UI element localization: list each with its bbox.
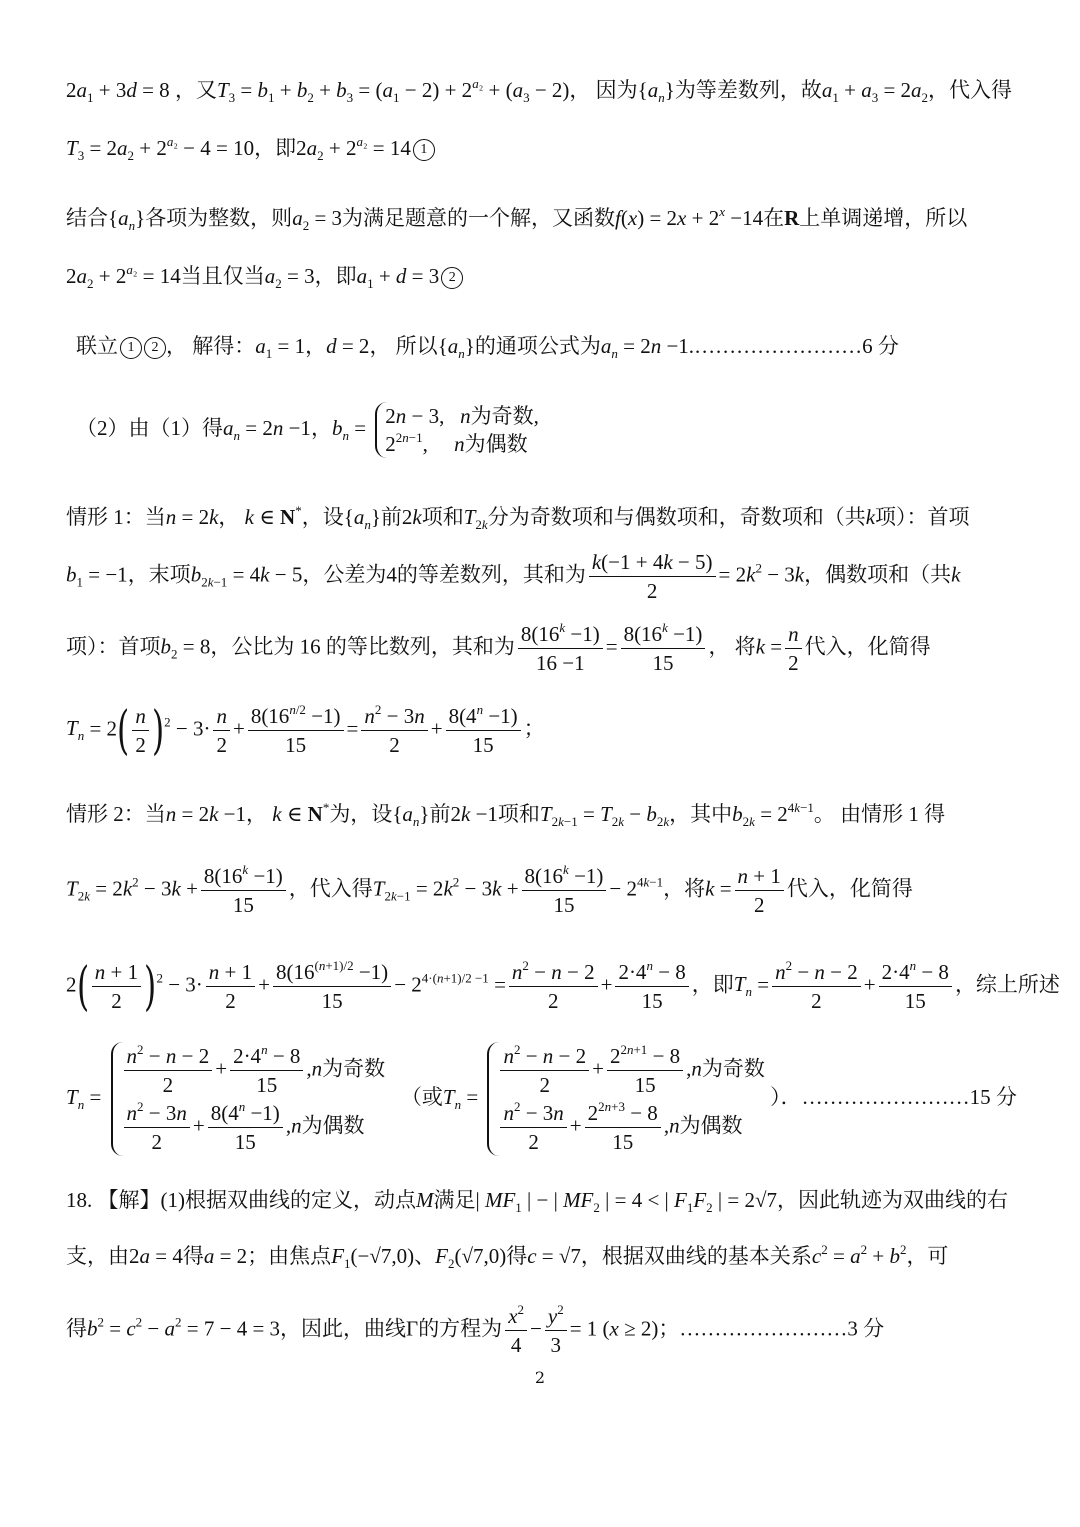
solution-line-12: $T_{2k} = 2k^2 - 3k$ + $\frac{8(16^k -1)}{15}$ ，代入得$T_{2k-1} = 2k^2 - 3k$ + $\frac{8(16^k -1)}{15}$ − $2^{4k-1}$，将k = $\frac{n + 1}{2}$ 代入，化简得 [66, 862, 913, 917]
score-6: ……………………6 分 [694, 334, 899, 358]
circled-ref-1: 1 [120, 337, 142, 359]
piecewise-tn-alt: $\frac{n^2 - n - 2}{2}$ + $\frac{2^{2n+1} - 8}{15}$ ,n为奇数 $\frac{n^2 - 3n}{2}$ + $\frac{2^{2n+3} - 8}{15}$ ,n为偶数 [487, 1042, 764, 1156]
solution-line-16: 支，由2a = 4得a = 2；由焦点$F_1(-√7,0)$、$F_2(√7,0)$得c = √7，根据双曲线的基本关系$c^2 = a^2 + b^2$，可 [66, 1242, 949, 1271]
solution-line-10: $T_n = 2$( $\frac{n}{2}$ )$^2$ − 3· $\frac{n}{2}$ + $\frac{8(16^{n/2} -1)}{15}$ = $\frac{n^2 - 3n}{2}$ + $\frac{8(4^n -1)}{15}$ ； [66, 700, 545, 761]
circled-number-2: 2 [441, 267, 463, 289]
circled-number-1: 1 [413, 139, 435, 161]
solution-line-15: 18. 【解】(1)根据双曲线的定义，动点M满足| $MF_1$ | − | $MF_2$ | = 4 < | $F_1F_2$ | = 2√7，因此轨迹为双曲线的右 [66, 1188, 1008, 1215]
solution-line-9: 项）：首项$b_2 = 8$，公比为 16 的等比数列，其和为 $\frac{8(16^k -1)}{16 -1}$ = $\frac{8(16^k -1)}{15}$ ， 将k = $\frac{n}{2}$ 代入，化简得 [66, 620, 931, 675]
solution-line-7: 情形 1：当n = 2k， k ∈ N*，设$\{a_n\}$前2k项和$T_{2k}$分为奇数项和与偶数项和，奇数项和（共k项）：首项 [66, 503, 970, 532]
solution-line-3: 结合$\{a_n\}$各项为整数，则$a_2 = 3$为满足题意的一个解，又函数$f(x) = 2x + 2^x -14$在R上单调递增，所以 [66, 204, 968, 233]
piecewise-bn: 2n − 3, n为奇数, $2^{2n-1}$, n为偶数 [375, 402, 539, 458]
fraction: $\frac{k(-1 + 4k - 5)}{2}$ [589, 548, 716, 605]
solution-line-5: 联立 1 2 ， 解得：$a_1 = 1$，d = 2， 所以$\{a_n\}$的通项公式为$a_n = 2n$ −1.……………………6 分 [76, 334, 899, 361]
solution-line-14: $T_n$ = $\frac{n^2 - n - 2}{2}$ + $\frac{2\cdot 4^n - 8}{15}$ ,n为奇数 $\frac{n^2 - 3n}{2}$ + $\frac{8(4^n -1)}{15}$ ,n为偶数 （或$T_n$ = $\frac{n^2 - n - 2}{2}$ + $\frac{2^{2n+1} - 8}{15}$ ,n为奇数 $\frac{n^2 - 3n}{2}$ + $\frac{2^{2n+3} - 8}{15}$ ,n为偶数 ）．……………………15 分 [66, 1042, 1017, 1154]
solution-line-2: $T_3 = 2a_2 + 2^{a_2} - 4 = 10$，即$2a_2 + 2^{a_2} = 14$ 1 [66, 134, 1020, 162]
score-15: ……………………15 分 [801, 1084, 1017, 1109]
piecewise-tn: $\frac{n^2 - n - 2}{2}$ + $\frac{2\cdot 4^n - 8}{15}$ ,n为奇数 $\frac{n^2 - 3n}{2}$ + $\frac{8(4^n -1)}{15}$ ,n为偶数 [111, 1042, 386, 1156]
solution-line-4: $2a_2 + 2^{a_2} = 14$当且仅当$a_2 = 3$，即$a_1 + d = 3$ 2 [66, 262, 1020, 290]
solution-line-8: $b_1 = -1$，末项$b_{2k-1} = 4k - 5$，公差为4的等差数列，其和为 $\frac{k(-1 + 4k - 5)}{2}$ = $2k^2 - 3k$，偶数项和（共k [66, 550, 961, 603]
solution-line-17: 得$b^2 = c^2 - a^2 = 7 - 4 = 3$，因此，曲线Γ的方程为 $\frac{x^2}{4}$ − $\frac{y^2}{3}$ = 1 (x ≥ 2)；……………………3 分 [66, 1302, 885, 1357]
solution-line-1: $2a_1 + 3d = 8$ ，又$T_3 = b_1 + b_2 + b_3 = (a_1 - 2) + 2^{a_2} + (a_3 - 2)$， 因为$\{a_n\}$为等差数列，故$a_1 + a_3 = 2a_2$，代入得 [66, 76, 1013, 105]
solution-line-11: 情形 2：当n = 2k −1， k ∈ N*为，设$\{a_n\}$前2k −1项和$T_{2k-1} = T_{2k} - b_{2k}$，其中$b_{2k} = 2^{4k-1}$。 由情形 1 得 [66, 800, 946, 829]
solution-line-13: 2( $\frac{n + 1}{2}$ )$^2$ − 3· $\frac{n + 1}{2}$ + $\frac{8(16^{(n+1)/2} -1)}{15}$ − $2^{4\cdot(n+1)/2 -1}$ = $\frac{n^2 - n - 2}{2}$ + $\frac{2\cdot 4^n - 8}{15}$ ，即$T_n$ = $\frac{n^2 - n - 2}{2}$ + $\frac{2\cdot 4^n - 8}{15}$ ，综上所述 [66, 956, 1060, 1017]
score-3: ……………………3 分 [679, 1316, 885, 1341]
circled-ref-2: 2 [144, 337, 166, 359]
solution-line-6: （2）由（1）得$a_n = 2n -1$，$b_n$ = 2n − 3, n为奇数, $2^{2n-1}$, n为偶数 [76, 404, 539, 456]
page-number: 2 [534, 1368, 546, 1387]
